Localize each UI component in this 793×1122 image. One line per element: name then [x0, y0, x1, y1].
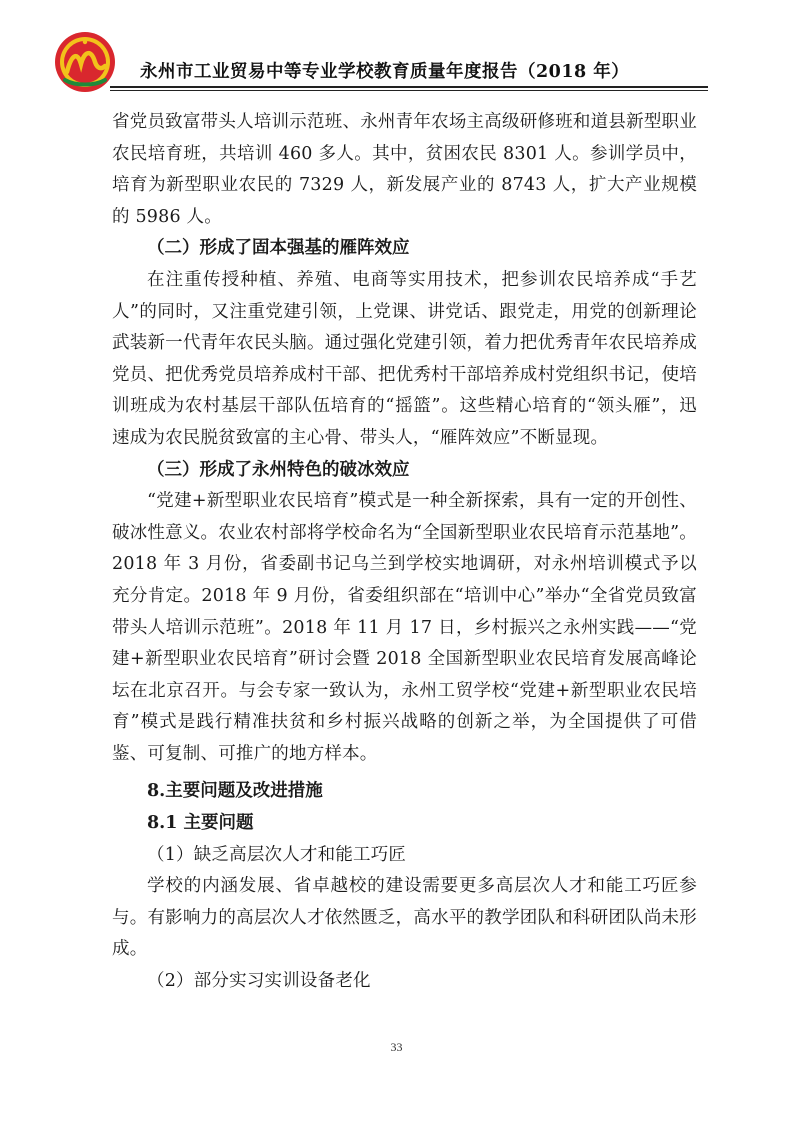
paragraph-geese-effect: 在注重传授种植、养殖、电商等实用技术，把参训农民培养成“手艺人”的同时，又注重党建引领，上党课、讲党话、跟党走，用党的创新理论武装新一代青年农民头脑。通过强化党建引领，着力把优秀青年农民培养成党员、把优秀党员培养成村干部、把优秀村干部培养成村党组织书记，使培训班成为农村基层干部队伍培育的“摇篮”。这些精心培育的“领头雁”，迅速成为农民脱贫致富的主心骨、带头人，“雁阵效应”不断显现。 — [112, 269, 697, 448]
paragraph-talent-shortage: 学校的内涵发展、省卓越校的建设需要更多高层次人才和能工巧匠参与。有影响力的高层次人才依然匮乏，高水平的教学团队和科研团队尚未形成。 — [112, 876, 697, 960]
section-heading-2: （二）形成了固本强基的雁阵效应 — [147, 238, 410, 259]
report-title: 永州市工业贸易中等专业学校教育质量年度报告（2018 年） — [140, 62, 630, 82]
paragraph-training-summary: 省党员致富带头人培训示范班、永州青年农场主高级研修班和道县新型职业农民培育班，共培训 460 多人。其中，贫困农民 8301 人。参训学员中，培育为新型职业农民的 7329 人，新发展产业的 8743 人，扩大产业规模的 5986 人。 — [112, 112, 697, 227]
page-body — [112, 107, 697, 998]
subsection-heading-8-1: 8.1 主要问题 — [147, 813, 254, 834]
school-emblem-icon — [53, 30, 117, 94]
section-heading-3: （三）形成了永州特色的破冰效应 — [147, 459, 410, 480]
chapter-heading-8: 8.主要问题及改进措施 — [147, 781, 323, 802]
problem-item-1: （1）缺乏高层次人才和能工巧匠 — [147, 844, 407, 865]
header-divider-thin — [110, 90, 708, 91]
page-number: 33 — [390, 1040, 403, 1054]
paragraph-icebreaking-effect: “党建+新型职业农民培育”模式是一种全新探索，具有一定的开创性、破冰性意义。农业农村部将学校命名为“全国新型职业农民培育示范基地”。2018 年 3 月份，省委副书记乌兰到学校实地调研，对永州培训模式予以充分肯定。2018 年 9 月份，省委组织部在“培训中心”举办“全省党员致富带头人培训示范班”。2018 年 11 月 17 日，乡村振兴之永州实践——“党建+新型职业农民培育”研讨会暨 2018 全国新型职业农民培育发展高峰论坛在北京召开。与会专家一致认为，永州工贸学校“党建+新型职业农民培育”模式是践行精准扶贫和乡村振兴战略的创新之举，为全国提供了可借鉴、可复制、可推广的地方样本。 — [112, 491, 697, 764]
problem-item-2: （2）部分实习实训设备老化 — [147, 971, 371, 992]
header-divider-thick — [110, 86, 708, 88]
page-header — [0, 0, 793, 100]
